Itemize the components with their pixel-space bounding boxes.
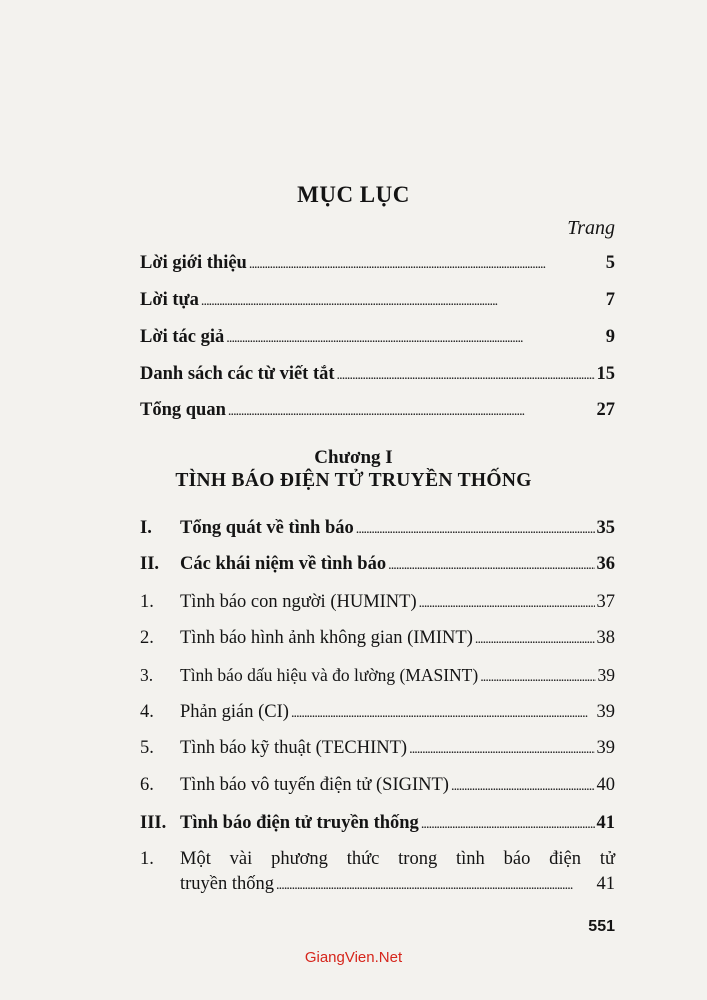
toc-entry-label: Tổng quát về tình báo bbox=[180, 518, 354, 538]
toc-entry[interactable] bbox=[140, 554, 615, 580]
toc-entry-label: Tình báo kỹ thuật (TECHINT) bbox=[180, 738, 408, 758]
toc-entry-label-line2: truyền thống bbox=[180, 874, 275, 894]
toc-entry-page: 27 bbox=[596, 400, 615, 420]
page-number: 551 bbox=[588, 918, 615, 935]
chapter-title: TÌNH BÁO ĐIỆN TỬ TRUYỀN THỐNG bbox=[175, 470, 532, 491]
toc-entry-page: 15 bbox=[596, 364, 615, 384]
toc-entry-label: Các khái niệm về tình báo bbox=[180, 554, 387, 574]
toc-entry-number: 5. bbox=[140, 738, 154, 758]
toc-entry-page: 38 bbox=[596, 628, 615, 648]
toc-entry-page: 37 bbox=[596, 592, 615, 612]
toc-entry-label: Tình báo điện tử truyền thống bbox=[180, 813, 419, 833]
leader-dots bbox=[228, 400, 595, 421]
toc-entry-page: 39 bbox=[596, 738, 615, 758]
toc-entry-number: 1. bbox=[140, 849, 154, 869]
toc-entry[interactable] bbox=[140, 628, 615, 654]
leader-dots bbox=[291, 702, 595, 723]
toc-entry[interactable] bbox=[140, 775, 615, 801]
toc-entry-page: 9 bbox=[605, 327, 615, 347]
toc-entry[interactable] bbox=[140, 253, 615, 279]
toc-entry-label: Lời tác giả bbox=[140, 327, 225, 347]
toc-entry[interactable] bbox=[140, 518, 615, 544]
toc-entry-page: 7 bbox=[605, 290, 615, 310]
toc-entry[interactable] bbox=[140, 327, 615, 353]
toc-entry-number: III. bbox=[140, 813, 167, 833]
toc-entry-number: 1. bbox=[140, 592, 154, 612]
toc-entry[interactable] bbox=[140, 290, 615, 316]
toc-entry[interactable] bbox=[140, 813, 615, 839]
toc-entry-label: Tình báo con người (HUMINT) bbox=[180, 592, 417, 612]
toc-entry-number: 3. bbox=[140, 665, 154, 685]
toc-entry[interactable] bbox=[140, 665, 615, 691]
chapter-number: Chương I bbox=[314, 447, 393, 468]
toc-entry-label: Lời giới thiệu bbox=[140, 253, 247, 273]
watermark: GiangVien.Net bbox=[304, 949, 403, 966]
toc-entry-page: 40 bbox=[596, 775, 615, 795]
leader-dots bbox=[480, 665, 595, 686]
toc-entry[interactable] bbox=[140, 738, 615, 764]
toc-entry-page: 5 bbox=[605, 253, 615, 273]
toc-entry-label: Lời tựa bbox=[140, 290, 199, 310]
toc-entry-label: Tình báo hình ảnh không gian (IMINT) bbox=[180, 628, 473, 648]
toc-entry-label: Danh sách các từ viết tắt bbox=[140, 364, 335, 384]
toc-entry[interactable] bbox=[140, 592, 615, 618]
toc-entry-page: 36 bbox=[596, 554, 615, 574]
toc-entry-continuation bbox=[180, 874, 615, 900]
page-column-label: Trang bbox=[567, 217, 615, 239]
toc-entry-number: 2. bbox=[140, 628, 154, 648]
toc-entry-page: 41 bbox=[596, 874, 615, 894]
toc-entry-number: 6. bbox=[140, 775, 154, 795]
toc-entry[interactable] bbox=[140, 702, 615, 728]
leader-dots bbox=[226, 327, 604, 348]
toc-entry-number: II. bbox=[140, 554, 160, 574]
leader-dots bbox=[337, 364, 595, 385]
leader-dots bbox=[475, 628, 595, 649]
leader-dots bbox=[388, 554, 594, 575]
leader-dots bbox=[421, 813, 595, 834]
toc-entry-number: I. bbox=[140, 518, 152, 538]
toc-entry-page: 39 bbox=[597, 665, 615, 685]
leader-dots bbox=[201, 290, 604, 311]
toc-entry-page: 39 bbox=[596, 702, 615, 722]
page-title: MỤC LỤC bbox=[297, 182, 410, 207]
toc-entry-label-line1: Một vài phương thức trong tình báo điện tử bbox=[180, 849, 615, 869]
leader-dots bbox=[451, 775, 595, 796]
leader-dots bbox=[409, 738, 594, 759]
toc-entry-page: 35 bbox=[596, 518, 615, 538]
toc-entry-label: Tình báo vô tuyến điện tử (SIGINT) bbox=[180, 775, 449, 795]
toc-entry[interactable] bbox=[140, 364, 615, 390]
toc-entry-multiline[interactable] bbox=[140, 849, 615, 870]
toc-entry-page: 41 bbox=[596, 813, 615, 833]
toc-entry-label: Tổng quan bbox=[140, 400, 226, 420]
leader-dots bbox=[276, 874, 594, 895]
leader-dots bbox=[249, 253, 604, 274]
toc-entry-number: 4. bbox=[140, 702, 154, 722]
leader-dots bbox=[419, 592, 595, 613]
toc-entry[interactable] bbox=[140, 400, 615, 426]
toc-entry-label: Tình báo dấu hiệu và đo lường (MASINT) bbox=[180, 665, 479, 685]
leader-dots bbox=[356, 518, 595, 539]
toc-entry-label: Phản gián (CI) bbox=[180, 702, 289, 722]
